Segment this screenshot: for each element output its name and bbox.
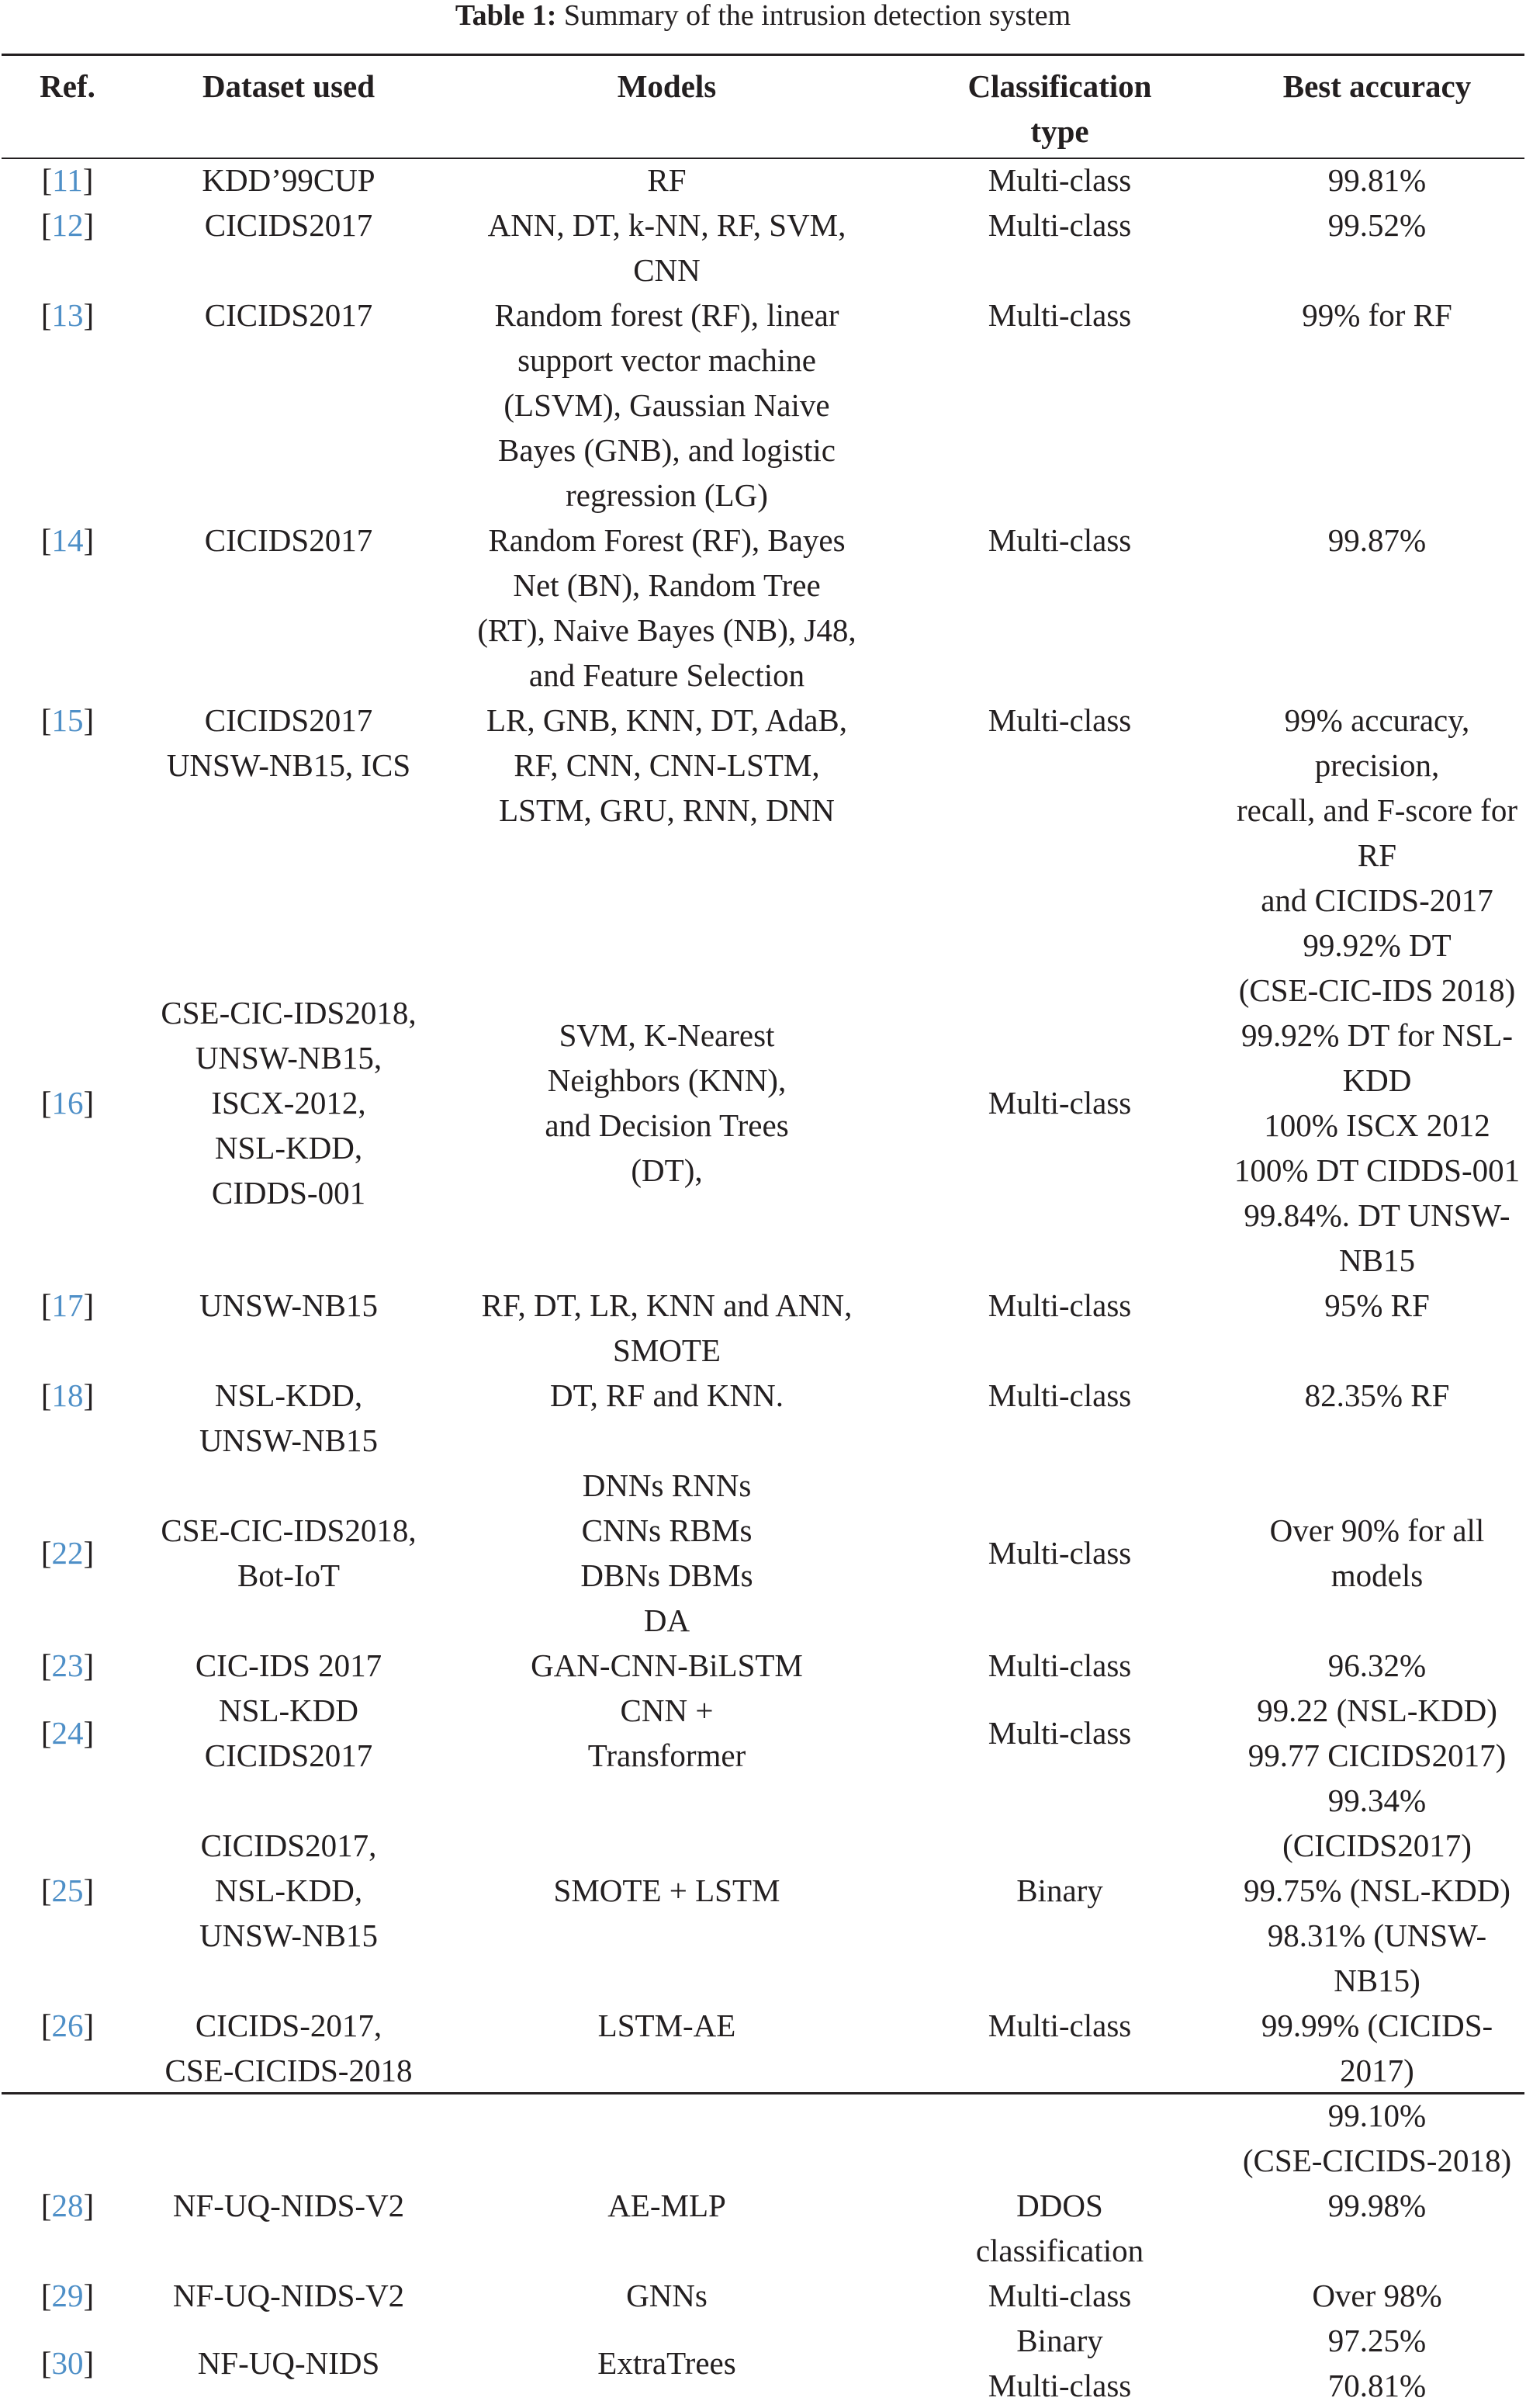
table-row (2, 2318, 1524, 2408)
cell-dataset: CICIDS-2017, CSE-CICIDS-2018 (164, 2008, 413, 2088)
cell-best-accuracy: 99.52% (1327, 207, 1427, 243)
cell-models: Random forest (RF), linear support vector machine (LSVM), Gaussian Naive Bayes (GNB), and logistic regression (LG) (494, 297, 839, 513)
cell-classification-type: Multi-class (988, 522, 1132, 558)
cell-models: ExtraTrees (597, 2345, 736, 2381)
cell-ref: [26] (40, 2008, 95, 2043)
cell-best-accuracy: 99.99% (CICIDS-2017) 99.10% (CSE-CICIDS-2018) (1242, 2008, 1512, 2178)
cell-ref: [16] (40, 1085, 95, 1121)
reference-link[interactable]: 18 (51, 1377, 84, 1413)
table-row (2, 1643, 1524, 1688)
cell-ref: [24] (40, 1715, 95, 1751)
cell-ref: [14] (40, 522, 95, 558)
cell-models: RF (647, 162, 687, 198)
cell-dataset: NF-UQ-NIDS-V2 (172, 2188, 405, 2223)
cell-models: DT, RF and KNN. (549, 1377, 784, 1413)
cell-dataset: KDD’99CUP (202, 162, 375, 198)
cell-classification-type: Multi-class (988, 1715, 1132, 1751)
cell-classification-type: Multi-class (988, 1647, 1132, 1683)
header-best-accuracy: Best accuracy (1282, 68, 1472, 104)
cell-best-accuracy: 99.34% (CICIDS2017) 99.75% (NSL-KDD) 98.31% (UNSW-NB15) (1244, 1783, 1510, 1998)
table-row (2, 2003, 1524, 2183)
cell-models: Random Forest (RF), Bayes Net (BN), Random Tree (RT), Naive Bayes (NB), J48, and Feature Selection (477, 522, 856, 693)
cell-dataset: CICIDS2017 (204, 207, 373, 243)
cell-ref: [25] (40, 1873, 95, 1908)
table-row (2, 1688, 1524, 1778)
reference-link[interactable]: 16 (51, 1085, 84, 1121)
table-row (2, 203, 1524, 293)
header-models: Models (617, 68, 717, 104)
cell-dataset: NSL-KDD, UNSW-NB15 (199, 1377, 379, 1458)
reference-link[interactable]: 29 (51, 2278, 84, 2313)
cell-models: GNNs (626, 2278, 708, 2313)
cell-classification-type: Multi-class (988, 207, 1132, 243)
table-row (2, 923, 1524, 1283)
cell-dataset: NF-UQ-NIDS-V2 (172, 2278, 405, 2313)
cell-dataset: CIC-IDS 2017 (195, 1647, 382, 1683)
cell-best-accuracy: 99.22 (NSL-KDD) 99.77 CICIDS2017) (1247, 1693, 1507, 1773)
cell-models: CNN + Transformer (587, 1693, 746, 1773)
cell-best-accuracy: 99% accuracy, precision, recall, and F-score for RF and CICIDS-2017 (1237, 702, 1517, 918)
table-row (2, 1283, 1524, 1373)
header-row (2, 56, 1524, 158)
cell-ref: [22] (40, 1535, 95, 1571)
reference-link[interactable]: 15 (51, 702, 84, 738)
cell-best-accuracy: 99% for RF (1302, 297, 1452, 333)
cell-classification-type: Binary Multi-class (988, 2323, 1132, 2403)
table-row (2, 2273, 1524, 2318)
cell-ref: [17] (40, 1287, 95, 1323)
cell-best-accuracy: 99.98% (1327, 2188, 1427, 2223)
cell-models: AE-MLP (607, 2188, 726, 2223)
cell-best-accuracy: 99.87% (1327, 522, 1427, 558)
cell-classification-type: Multi-class (988, 1535, 1132, 1571)
header-classification-type: Classification type (967, 68, 1152, 149)
cell-ref: [11] (41, 162, 94, 198)
table-row (2, 1463, 1524, 1643)
table-row (2, 158, 1524, 203)
cell-best-accuracy: 82.35% RF (1304, 1377, 1450, 1413)
cell-ref: [15] (40, 702, 95, 738)
cell-classification-type: Multi-class (988, 1287, 1132, 1323)
cell-models: GAN-CNN-BiLSTM (531, 1647, 803, 1683)
cell-models: RF, DT, LR, KNN and ANN, SMOTE (481, 1287, 853, 1368)
cell-dataset: NF-UQ-NIDS (197, 2345, 380, 2381)
cell-best-accuracy: Over 90% for all models (1269, 1512, 1485, 1593)
cell-classification-type: Multi-class (988, 702, 1132, 738)
cell-best-accuracy: Over 98% (1312, 2278, 1442, 2313)
reference-link[interactable]: 12 (51, 207, 84, 243)
reference-link[interactable]: 14 (51, 522, 84, 558)
cell-models: DNNs RNNs CNNs RBMs DBNs DBMs DA (580, 1467, 753, 1638)
header-ref: Ref. (40, 68, 95, 104)
header-dataset: Dataset used (202, 68, 375, 104)
cell-classification-type: Multi-class (988, 2278, 1132, 2313)
table-row (2, 518, 1524, 698)
reference-link[interactable]: 28 (51, 2188, 84, 2223)
cell-best-accuracy: 95% RF (1324, 1287, 1430, 1323)
cell-models: SMOTE + LSTM (553, 1873, 780, 1908)
cell-models: ANN, DT, k-NN, RF, SVM, CNN (487, 207, 846, 288)
cell-classification-type: Binary (1016, 1873, 1103, 1908)
cell-ref: [12] (40, 207, 95, 243)
cell-models: LR, GNB, KNN, DT, AdaB, RF, CNN, CNN-LSTM, LSTM, GRU, RNN, DNN (486, 702, 848, 828)
table-row (2, 698, 1524, 923)
cell-dataset: CSE-CIC-IDS2018, UNSW-NB15, ISCX-2012, NSL-KDD, CIDDS-001 (161, 995, 417, 1211)
reference-link[interactable]: 23 (51, 1647, 84, 1683)
caption-text: Summary of the intrusion detection system (563, 0, 1071, 32)
cell-ref: [28] (40, 2188, 95, 2223)
cell-ref: [30] (40, 2345, 95, 2381)
reference-link[interactable]: 30 (51, 2345, 84, 2381)
cell-best-accuracy: 99.92% DT (CSE-CIC-IDS 2018) 99.92% DT for NSL-KDD 100% ISCX 2012 100% DT CIDDS-001 99.84%. DT UNSW-NB15 (1234, 927, 1521, 1278)
cell-classification-type: DDOS classification (975, 2188, 1144, 2268)
table-caption (0, 0, 1526, 31)
table-row (2, 2183, 1524, 2273)
cell-ref: [13] (40, 297, 95, 333)
cell-dataset: CICIDS2017 (204, 297, 373, 333)
summary-table (2, 56, 1524, 2408)
cell-dataset: CICIDS2017 (204, 522, 373, 558)
reference-link[interactable]: 22 (51, 1535, 84, 1571)
cell-dataset: CICIDS2017 UNSW-NB15, ICS (166, 702, 411, 783)
caption-label: Table 1: (455, 0, 557, 32)
cell-ref: [18] (40, 1377, 95, 1413)
cell-best-accuracy: 99.81% (1327, 162, 1427, 198)
cell-classification-type: Multi-class (988, 1085, 1132, 1121)
cell-ref: [29] (40, 2278, 95, 2313)
cell-ref: [23] (40, 1647, 95, 1683)
table-body (2, 158, 1524, 2408)
reference-link[interactable]: 24 (51, 1715, 84, 1751)
cell-dataset: NSL-KDD CICIDS2017 (204, 1693, 373, 1773)
cell-models: SVM, K-Nearest Neighbors (KNN), and Decision Trees (DT), (545, 1017, 789, 1188)
table-row (2, 1778, 1524, 2003)
cell-classification-type: Multi-class (988, 162, 1132, 198)
cell-best-accuracy: 96.32% (1327, 1647, 1427, 1683)
cell-dataset: CSE-CIC-IDS2018, Bot-IoT (161, 1512, 417, 1593)
table-row (2, 1373, 1524, 1463)
cell-classification-type: Multi-class (988, 2008, 1132, 2043)
cell-models: LSTM-AE (597, 2008, 736, 2043)
cell-dataset: UNSW-NB15 (199, 1287, 379, 1323)
reference-link[interactable]: 26 (51, 2008, 84, 2043)
reference-link[interactable]: 25 (51, 1873, 84, 1908)
table-row (2, 293, 1524, 518)
reference-link[interactable]: 13 (51, 297, 84, 333)
reference-link[interactable]: 11 (52, 162, 83, 198)
reference-link[interactable]: 17 (51, 1287, 84, 1323)
cell-classification-type: Multi-class (988, 1377, 1132, 1413)
cell-best-accuracy: 97.25% 70.81% (1327, 2323, 1427, 2403)
cell-dataset: CICIDS2017, NSL-KDD, UNSW-NB15 (199, 1828, 379, 1953)
cell-classification-type: Multi-class (988, 297, 1132, 333)
